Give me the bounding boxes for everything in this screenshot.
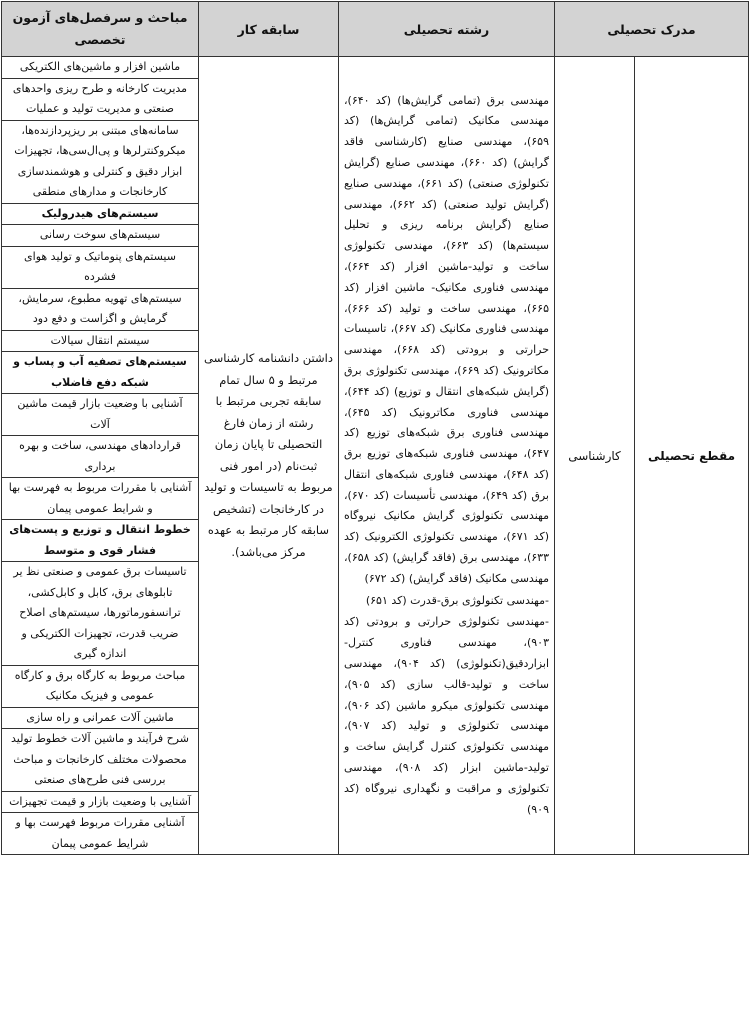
header-field: رشته تحصیلی xyxy=(339,2,555,57)
exam-subject-cell: شرح فرآیند و ماشین آلات خطوط تولید محصولات مختلف کارخانجات و مباحث بررسی فنی طرح‌های صنعتی xyxy=(2,729,199,792)
exam-subject-cell: قراردادهای مهندسی، ساخت و بهره برداری xyxy=(2,436,199,478)
exam-subject-cell: سیستم‌های تصفیه آب و پساب و شبکه دفع فاضلاب xyxy=(2,352,199,394)
exam-subject-cell: سیستم انتقال سیالات xyxy=(2,330,199,352)
exam-subject-cell: سیستم‌های پنوماتیک و تولید هوای فشرده xyxy=(2,246,199,288)
table-header xyxy=(2,2,749,57)
field-list-main: مهندسی برق (تمامی گرایش‌ها) (کد ۶۴۰)، مهندسی مکانیک (تمامی گرایش‌ها) (کد ۶۵۹)، مهندسی صنایع (کارشناسی فاقد گرایش) (کد ۶۶۰)، مهندسی صنایع (گرایش تکنولوژی صنعتی) (کد ۶۶۱)، مهندسی صنایع (گرایش تولید صنعتی) (کد ۶۶۲)، مهندسی صنایع (گرایش برنامه ریزی و تحلیل سیستم‌ها) (کد ۶۶۳)، مهندسی تکنولوژی ساخت و تولید-ماشین افزار (کد ۶۶۴)، مهندسی فناوری مکانیک- ماشین افزار (کد ۶۶۵)، مهندسی ساخت و تولید (کد ۶۶۶)، مهندسی فناوری مکانیک (کد ۶۶۷)، تاسیسات حرارتی و برودتی (کد ۶۶۸)، مهندسی مکاترونیک (کد ۶۶۹)، مهندسی تکنولوژی برق (گرایش شبکه‌های انتقال و توزیع) (کد ۶۴۴)، مهندسی فناوری مکاترونیک (کد ۶۴۵)، مهندسی فناوری برق شبکه‌های توزیع (کد ۶۴۷)، مهندسی فناوری شبکه‌های توزیع برق (کد ۶۴۸)، مهندسی فناوری شبکه‌های انتقال برق (کد ۶۴۹)، مهندسی تأسیسات (کد ۶۷۰)، مهندسی تکنولوژی گرایش مکانیک نیروگاه (کد ۶۷۱)، مهندسی تکنولوژی الکترونیک (کد ۶۳۳)، مهندسی برق (فاقد گرایش) (کد ۶۵۸)، مهندسی مکانیک (فاقد گرایش) (کد ۶۷۲) xyxy=(344,93,550,585)
exam-subject-cell: ماشین آلات عمرانی و راه سازی xyxy=(2,707,199,729)
exam-subject-cell: مباحث مربوط به کارگاه برق و کارگاه عمومی و فیزیک مکانیک xyxy=(2,665,199,707)
exam-subject-cell: آشنایی با مقررات مربوط به فهرست بها و شرایط عمومی پیمان xyxy=(2,478,199,520)
exam-subject-cell: آشنایی با وضعیت بازار و قیمت تجهیزات xyxy=(2,791,199,813)
field-list-power: -مهندسی تکنولوژی برق-قدرت (کد ۶۵۱) xyxy=(365,593,549,607)
exam-subject-cell: سیستم‌های هیدرولیک xyxy=(2,203,199,225)
requirements-table xyxy=(1,1,749,855)
header-subjects: مباحث و سرفصل‌های آزمون تخصصی xyxy=(2,2,199,57)
exam-subject-cell: سیستم‌های تهویه مطبوع، سرمایش، گرمایش و اگزاست و دفع دود xyxy=(2,288,199,330)
exam-subject-cell: مدیریت کارخانه و طرح ریزی واحدهای صنعتی و مدیریت تولید و عملیات xyxy=(2,78,199,120)
header-certificate: مدرک تحصیلی xyxy=(555,2,749,57)
field-of-study-cell xyxy=(339,57,555,855)
header-experience: سابقه کار xyxy=(199,2,339,57)
exam-subject-cell: ماشین افزار و ماشین‌های الکتریکی xyxy=(2,57,199,79)
work-experience-cell: داشتن دانشنامه کارشناسی مرتبط و ۵ سال تمام سابقه تجربی مرتبط با رشته از زمان فارغ التحصیلی تا پایان زمان ثبت‌نام (در امور فنی مربوط به تاسیسات و تولید در کارخانجات (تشخیص سابقه کار مرتبط به عهده مرکز می‌باشد). xyxy=(199,57,339,855)
exam-subject-cell: آشنایی مقررات مربوط فهرست بها و شرایط عمومی پیمان xyxy=(2,813,199,855)
exam-subject-cell: آشنایی با وضعیت بازار قیمت ماشین آلات xyxy=(2,394,199,436)
exam-subject-cell: تاسیسات برق عمومی و صنعتی نظ یر تابلوهای برق، کابل و کابل‌کشی، ترانسفورماتورها، سیستم‌های اصلاح ضریب قدرت، تجهیزات الکتریکی و اندازه گیری xyxy=(2,562,199,666)
exam-subject-cell: سیستم‌های سوخت رسانی xyxy=(2,225,199,247)
exam-subject-cell: خطوط انتقال و توزیع و پست‌های فشار قوی و متوسط xyxy=(2,520,199,562)
exam-subject-cell: سامانه‌های مبتنی بر ریزپردازنده‌ها، میکروکنترلرها و پی‌ال‌سی‌ها، تجهیزات ابزار دقیق و کنترلی و هوشمندسازی کارخانجات و مدارهای منطقی xyxy=(2,120,199,203)
table-row xyxy=(2,57,749,79)
degree-level-cell: کارشناسی xyxy=(555,57,635,855)
certificate-cell: مقطع تحصیلی xyxy=(635,57,749,855)
table-body xyxy=(2,57,749,855)
field-list-extra: -مهندسی تکنولوژی حرارتی و برودتی (کد ۹۰۳)، مهندسی فناوری کنترل- ابزاردقیق(تکنولوژی) (کد ۹۰۴)، مهندسی ساخت و تولید-قالب سازی (کد ۹۰۵)، مهندسی تکنولوژی میکرو ماشین (کد ۹۰۶)، مهندسی تکنولوژی و تولید (کد ۹۰۷)، مهندسی تکنولوژی کنترل گرایش ساخت و تولید-ماشین ابزار (کد ۹۰۸)، مهندسی تکنولوژی و مراقبت و نگهداری نیروگاه (کد ۹۰۹) xyxy=(344,615,549,816)
